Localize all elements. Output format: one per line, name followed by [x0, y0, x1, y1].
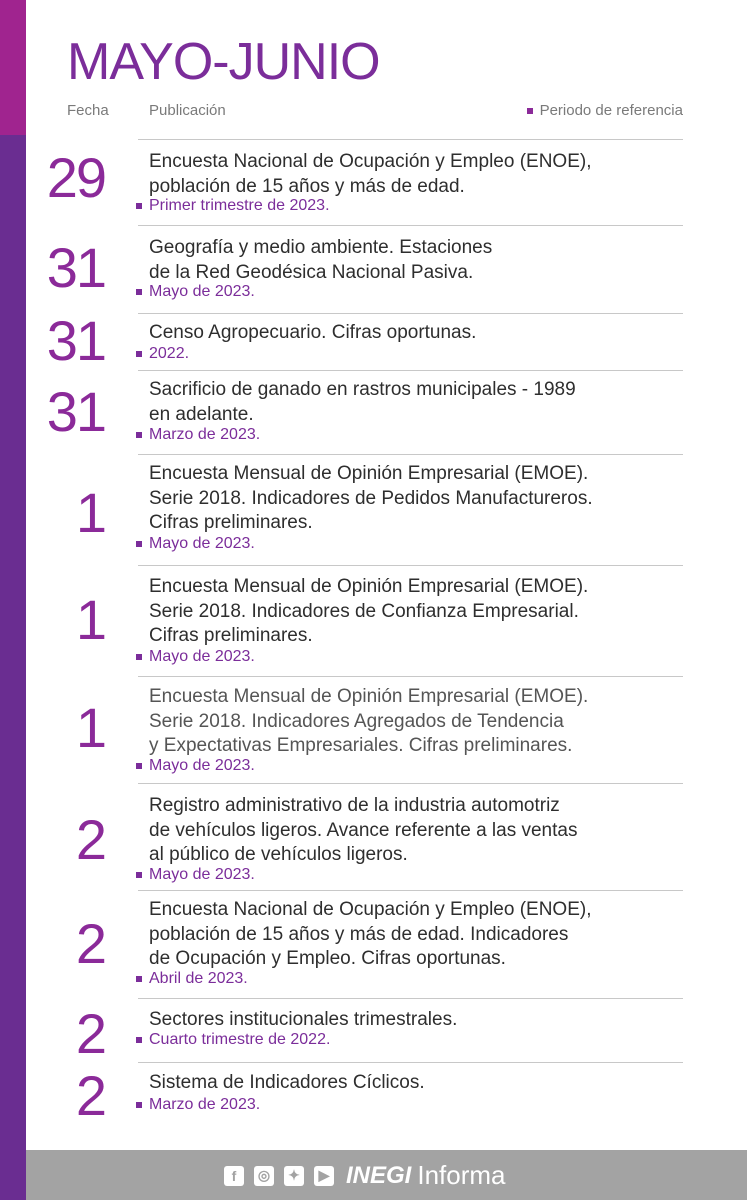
- entry-reference-label: Marzo de 2023.: [149, 1096, 261, 1113]
- entry-publication: Geografía y medio ambiente. Estaciones de la Red Geodésica Nacional Pasiva.: [149, 237, 493, 283]
- divider: [138, 225, 683, 226]
- entry-publication: Encuesta Mensual de Opinión Empresarial (EMOE). Serie 2018. Indicadores Agregados de Tendencia y Expectativas Empresariales. Cifras preliminares.: [149, 686, 589, 756]
- brand-suffix: Informa: [417, 1160, 506, 1190]
- bullet-square-icon: [136, 654, 142, 660]
- entry-publication: Sectores institucionales trimestrales.: [149, 1009, 458, 1030]
- bullet-square-icon: [136, 1102, 142, 1108]
- entry-day: 1: [75, 696, 105, 759]
- entry-reference: [136, 866, 255, 884]
- entry-reference-label: Cuarto trimestre de 2022.: [149, 1031, 331, 1048]
- entry-reference: [136, 197, 330, 215]
- entry-reference-label: Primer trimestre de 2023.: [149, 197, 330, 214]
- bullet-square-icon: [136, 351, 142, 357]
- entry-reference: [136, 426, 260, 444]
- entry-day: 31: [46, 309, 105, 372]
- entry-reference-label: Marzo de 2023.: [149, 426, 261, 443]
- entry-day: 2: [75, 1064, 105, 1127]
- entry-reference: [136, 648, 255, 666]
- divider: [138, 454, 683, 455]
- entry-publication: Sistema de Indicadores Cíclicos.: [149, 1072, 425, 1093]
- footer-bar: [26, 1150, 747, 1200]
- divider: [138, 139, 683, 140]
- divider: [138, 313, 683, 314]
- bullet-square-icon: [136, 541, 142, 547]
- instagram-icon[interactable]: ◎: [254, 1166, 274, 1186]
- entry-reference: [136, 757, 255, 775]
- divider: [138, 370, 683, 371]
- entry-reference-label: Mayo de 2023.: [149, 283, 255, 300]
- twitter-icon[interactable]: ✦: [284, 1166, 304, 1186]
- entry-day: 2: [75, 1002, 105, 1065]
- youtube-icon[interactable]: ▶: [314, 1166, 334, 1186]
- entry-publication: Encuesta Nacional de Ocupación y Empleo (ENOE), población de 15 años y más de edad.: [149, 151, 592, 197]
- column-header-publicacion: Publicación: [149, 102, 226, 119]
- entry-day: 2: [75, 912, 105, 975]
- entry-reference-label: Mayo de 2023.: [149, 757, 255, 774]
- divider: [138, 783, 683, 784]
- page-title: MAYO-JUNIO: [67, 33, 380, 91]
- entry-day: 2: [75, 808, 105, 871]
- entry-day: 31: [46, 380, 105, 443]
- divider: [138, 676, 683, 677]
- sidebar-accent-top: [0, 0, 26, 135]
- entry-publication: Censo Agropecuario. Cifras oportunas.: [149, 322, 477, 343]
- entry-publication: Sacrificio de ganado en rastros municipales - 1989 en adelante.: [149, 379, 576, 425]
- bullet-square-icon: [136, 1037, 142, 1043]
- entry-publication: Registro administrativo de la industria automotriz de vehículos ligeros. Avance referente a las ventas al público de vehículos ligeros.: [149, 795, 578, 865]
- entry-reference-label: Mayo de 2023.: [149, 866, 255, 883]
- entry-publication: Encuesta Mensual de Opinión Empresarial (EMOE). Serie 2018. Indicadores de Pedidos Manufactureros. Cifras preliminares.: [149, 463, 593, 533]
- divider: [138, 1062, 683, 1063]
- entry-day: 29: [46, 146, 105, 209]
- entry-reference: [136, 1096, 260, 1114]
- bullet-square-icon: [136, 289, 142, 295]
- entry-reference: [136, 283, 255, 301]
- column-header-periodo: [527, 102, 683, 119]
- bullet-square-icon: [136, 763, 142, 769]
- divider: [138, 565, 683, 566]
- entry-reference-label: Abril de 2023.: [149, 970, 248, 987]
- facebook-icon[interactable]: f: [224, 1166, 244, 1186]
- divider: [138, 890, 683, 891]
- entry-publication: Encuesta Mensual de Opinión Empresarial (EMOE). Serie 2018. Indicadores de Confianza Empresarial. Cifras preliminares.: [149, 576, 589, 646]
- bullet-square-icon: [136, 432, 142, 438]
- bullet-square-icon: [136, 976, 142, 982]
- entry-reference: [136, 970, 248, 988]
- column-header-fecha: Fecha: [67, 102, 109, 119]
- entry-reference: [136, 535, 255, 553]
- brand-logo: INEGI: [346, 1161, 412, 1189]
- entry-day: 1: [75, 481, 105, 544]
- column-header-periodo-label: Periodo de referencia: [539, 102, 683, 119]
- bullet-square-icon: [527, 108, 533, 114]
- bullet-square-icon: [136, 872, 142, 878]
- footer-social: [224, 1160, 506, 1191]
- entry-reference: [136, 345, 189, 363]
- divider: [138, 998, 683, 999]
- entry-reference-label: 2022.: [149, 345, 190, 362]
- bullet-square-icon: [136, 203, 142, 209]
- entry-day: 31: [46, 236, 105, 299]
- entry-day: 1: [75, 588, 105, 651]
- entry-reference-label: Mayo de 2023.: [149, 648, 255, 665]
- entry-reference-label: Mayo de 2023.: [149, 535, 255, 552]
- entry-reference: [136, 1031, 330, 1049]
- entry-publication: Encuesta Nacional de Ocupación y Empleo (ENOE), población de 15 años y más de edad. Indicadores de Ocupación y Empleo. Cifras oportunas.: [149, 899, 592, 969]
